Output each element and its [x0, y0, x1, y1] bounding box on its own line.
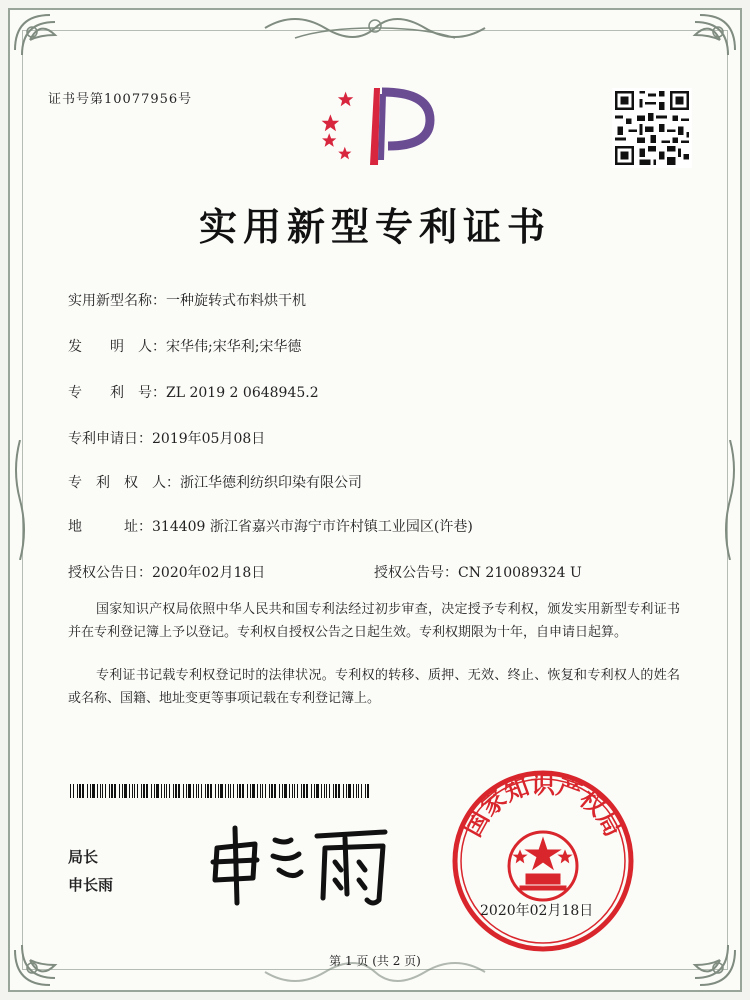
field-patent-number — [68, 382, 319, 402]
barcode-bar — [105, 784, 106, 798]
barcode-bar — [100, 784, 101, 798]
signatory-title: 局长 — [68, 848, 99, 866]
page-number: 第 1 页 (共 2 页) — [329, 954, 421, 968]
barcode-bar — [228, 784, 229, 798]
left-side-ornament — [10, 440, 30, 560]
barcode-bar — [252, 784, 255, 798]
barcode-bar — [239, 784, 241, 798]
barcode-bar — [207, 784, 209, 798]
barcode-bar — [141, 784, 142, 798]
barcode-bar — [161, 784, 162, 798]
barcode — [70, 784, 370, 798]
certificate-title: 实用新型专利证书 — [198, 204, 551, 249]
barcode-bar — [250, 784, 251, 798]
barcode-bar — [316, 784, 319, 798]
barcode-bar — [301, 784, 302, 798]
paragraph-legal-status: 专利证书记载专利权登记时的法律状况。专利权的转移、质押、无效、终止、恢复和专利权人的姓名或名称、国籍、地址变更等事项记载在专利登记簿上。 — [68, 668, 680, 706]
barcode-bar — [294, 784, 295, 798]
barcode-bar — [132, 784, 133, 798]
barcode-bar — [129, 784, 130, 798]
barcode-bar — [178, 784, 180, 798]
barcode-bar — [146, 784, 148, 798]
barcode-bar — [292, 784, 293, 798]
field-grant-number — [374, 562, 582, 582]
field-value: CN 210089324 U — [458, 565, 582, 581]
field-label: 专 利 号： — [68, 385, 166, 401]
barcode-bar — [122, 784, 123, 798]
barcode-bar — [271, 784, 273, 798]
barcode-bar — [237, 784, 238, 798]
barcode-bar — [151, 784, 152, 798]
barcode-bar — [124, 784, 127, 798]
barcode-bar — [198, 784, 199, 798]
barcode-bar — [210, 784, 212, 798]
barcode-bar — [311, 784, 312, 798]
barcode-bar — [193, 784, 194, 798]
barcode-bar — [297, 784, 298, 798]
cnipa-logo — [312, 80, 442, 170]
barcode-bar — [282, 784, 283, 798]
corner-ornament-top-left — [10, 10, 80, 80]
field-label: 发 明 人： — [68, 339, 166, 355]
corner-ornament-top-right — [670, 10, 740, 80]
barcode-bar — [314, 784, 315, 798]
barcode-bar — [82, 784, 84, 798]
barcode-bar — [92, 784, 95, 798]
barcode-bar — [183, 784, 184, 798]
barcode-bar — [188, 784, 191, 798]
barcode-bar — [274, 784, 276, 798]
field-value: 2019年05月08日 — [152, 431, 266, 447]
barcode-bar — [247, 784, 248, 798]
barcode-bar — [365, 784, 366, 798]
field-value: 一种旋转式布料烘干机 — [166, 293, 306, 309]
field-value: 2020年02月18日 — [152, 565, 266, 581]
barcode-bar — [230, 784, 231, 798]
barcode-bar — [70, 784, 71, 798]
barcode-bar — [196, 784, 197, 798]
barcode-bar — [329, 784, 330, 798]
barcode-bar — [166, 784, 167, 798]
barcode-bar — [154, 784, 155, 798]
barcode-bar — [284, 784, 287, 798]
barcode-bar — [87, 784, 88, 798]
field-value: ZL 2019 2 0648945.2 — [166, 385, 319, 401]
seal-date: 2020年02月18日 — [480, 903, 594, 919]
field-label: 授权公告号： — [374, 565, 458, 581]
field-application-date — [68, 428, 265, 448]
right-side-ornament — [720, 440, 740, 560]
field-patentee — [68, 472, 362, 492]
barcode-bar — [215, 784, 216, 798]
seal-text: 国家知识产权局 — [457, 770, 629, 842]
field-inventors — [68, 336, 301, 356]
barcode-bar — [79, 784, 81, 798]
field-label: 专利申请日： — [68, 431, 152, 447]
barcode-bar — [353, 784, 354, 798]
barcode-bar — [97, 784, 98, 798]
barcode-bar — [269, 784, 270, 798]
barcode-bar — [289, 784, 290, 798]
barcode-bar — [356, 784, 357, 798]
barcode-bar — [143, 784, 145, 798]
barcode-bar — [218, 784, 219, 798]
barcode-bar — [173, 784, 174, 798]
barcode-bar — [201, 784, 202, 798]
barcode-bar — [335, 784, 337, 798]
field-label: 实用新型名称： — [68, 293, 166, 309]
official-seal — [448, 766, 638, 956]
barcode-bar — [361, 784, 362, 798]
barcode-bar — [260, 784, 261, 798]
top-ornament — [255, 8, 495, 48]
field-value: 浙江华德利纺织印染有限公司 — [180, 475, 362, 491]
field-address — [68, 516, 473, 536]
barcode-bar — [134, 784, 135, 798]
barcode-bar — [114, 784, 116, 798]
barcode-bar — [102, 784, 103, 798]
barcode-bar — [156, 784, 159, 798]
barcode-bar — [324, 784, 325, 798]
barcode-bar — [348, 784, 351, 798]
barcode-bar — [119, 784, 120, 798]
barcode-bar — [367, 784, 369, 798]
field-grant-date — [68, 562, 265, 582]
field-value: 314409 浙江省嘉兴市海宁市许村镇工业园区(许巷) — [152, 519, 473, 535]
barcode-bar — [77, 784, 78, 798]
barcode-bar — [186, 784, 187, 798]
field-label: 专 利 权 人： — [68, 475, 180, 491]
barcode-bar — [205, 784, 206, 798]
barcode-bar — [109, 784, 110, 798]
barcode-bar — [279, 784, 280, 798]
field-label: 授权公告日： — [68, 565, 152, 581]
field-utility-model-name — [68, 290, 306, 310]
barcode-bar — [111, 784, 113, 798]
barcode-bar — [346, 784, 347, 798]
barcode-bar — [343, 784, 344, 798]
barcode-bar — [220, 784, 223, 798]
field-label: 地 址： — [68, 519, 152, 535]
barcode-bar — [303, 784, 305, 798]
barcode-bar — [262, 784, 263, 798]
barcode-bar — [175, 784, 177, 798]
barcode-bar — [73, 784, 74, 798]
barcode-bar — [333, 784, 334, 798]
barcode-bar — [321, 784, 322, 798]
barcode-bar — [90, 784, 91, 798]
barcode-bar — [265, 784, 266, 798]
certificate-number: 证书号第10077956号 — [48, 92, 193, 107]
barcode-bar — [326, 784, 327, 798]
field-value: 宋华伟;宋华利;宋华德 — [166, 339, 302, 355]
handwritten-signature — [195, 818, 395, 908]
barcode-bar — [257, 784, 258, 798]
barcode-bar — [306, 784, 308, 798]
barcode-bar — [225, 784, 226, 798]
barcode-bar — [233, 784, 234, 798]
barcode-bar — [358, 784, 359, 798]
barcode-bar — [242, 784, 244, 798]
qr-code — [612, 88, 692, 168]
barcode-bar — [338, 784, 340, 798]
paragraph-grant-statement: 国家知识产权局依照中华人民共和国专利法经过初步审查，决定授予专利权，颁发实用新型专利证书并在专利登记簿上予以登记。专利权自授权公告之日起生效。专利权期限为十年，自申请日起算。 — [68, 602, 680, 640]
barcode-bar — [164, 784, 165, 798]
barcode-bar — [169, 784, 170, 798]
barcode-bar — [137, 784, 138, 798]
signatory-name: 申长雨 — [68, 876, 114, 894]
